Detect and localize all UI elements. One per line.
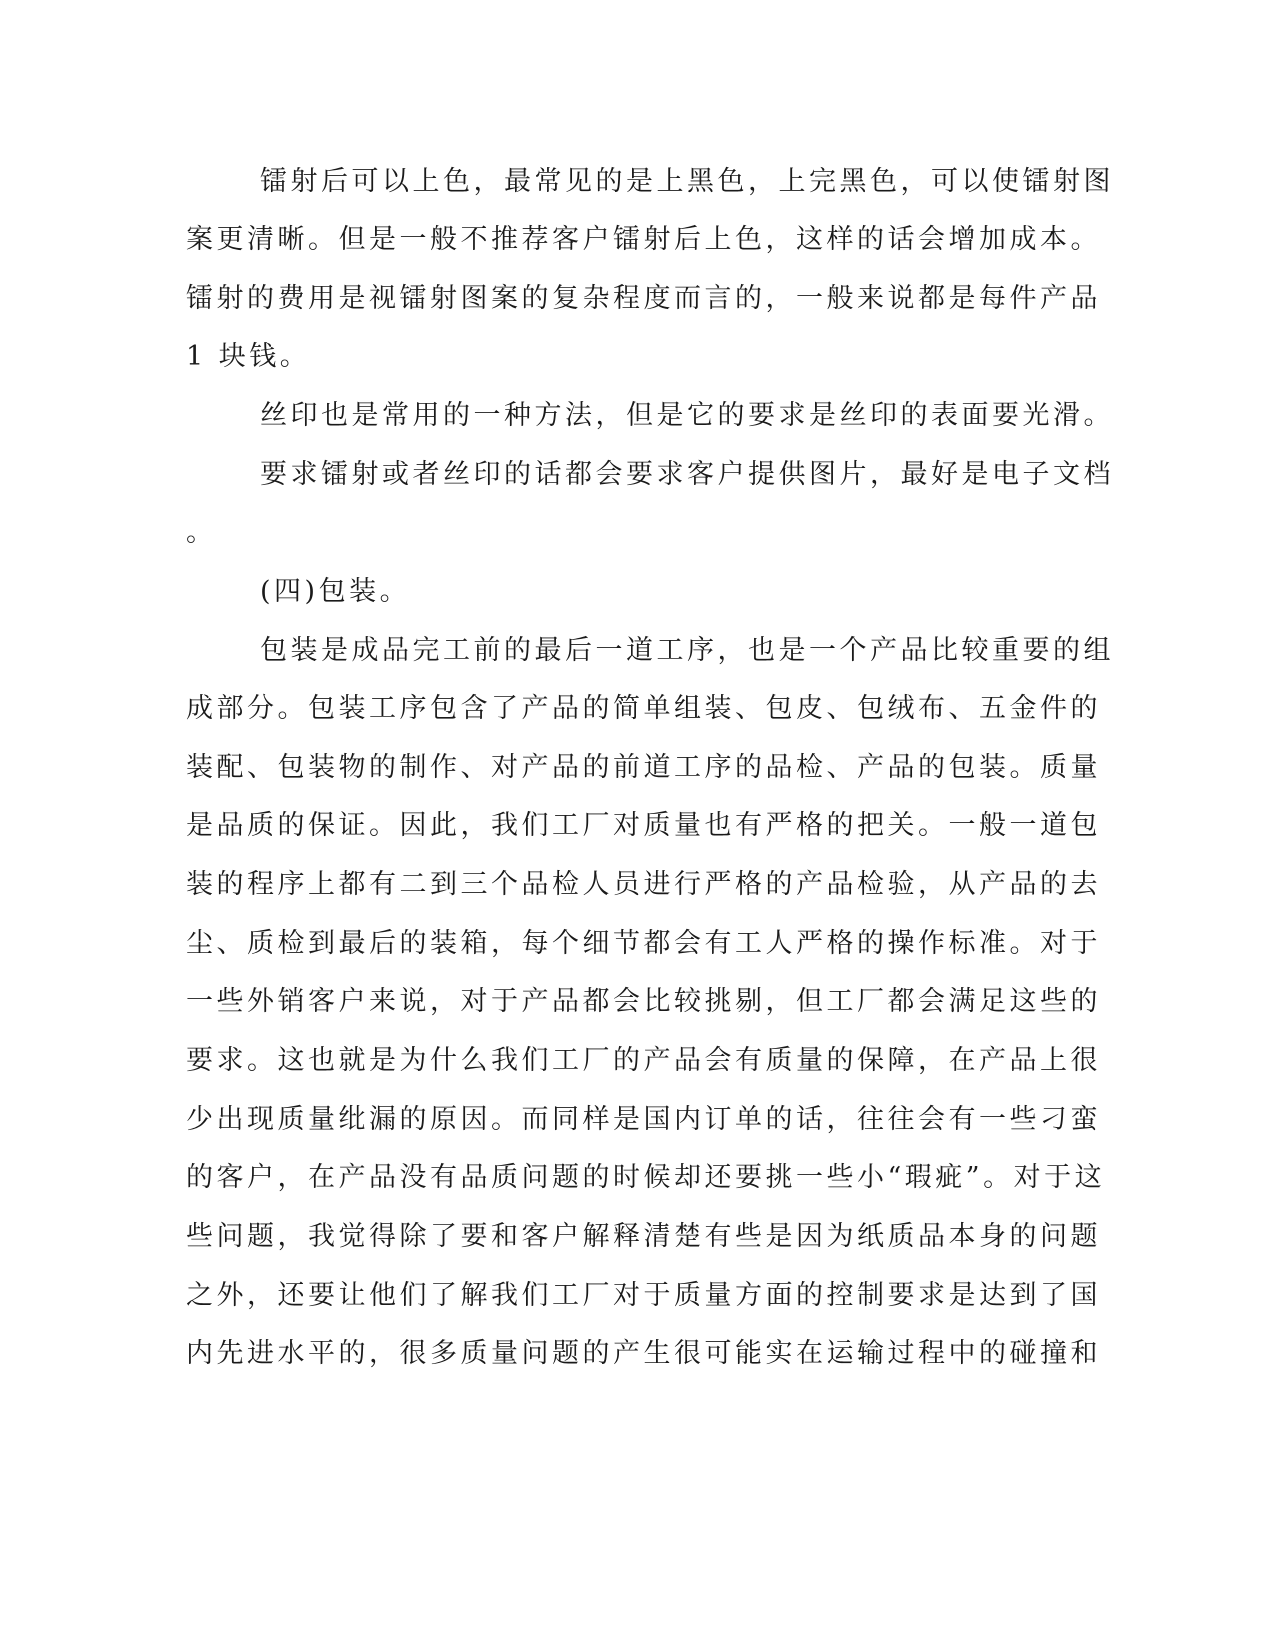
text-line: 1 块钱。 <box>186 341 311 372</box>
text-line: 包装是成品完工前的最后一道工序，也是一个产品比较重要的组 <box>260 635 1114 666</box>
text-line: 案更清晰。但是一般不推荐客户镭射后上色，这样的话会增加成本。 <box>186 224 1101 255</box>
text-line: 要求镭射或者丝印的话都会要求客户提供图片，最好是电子文档 <box>260 459 1114 490</box>
text-line: 。 <box>186 517 217 548</box>
text-line: 是品质的保证。因此，我们工厂对质量也有严格的把关。一般一道包 <box>186 810 1101 841</box>
text-line: 少出现质量纰漏的原因。而同样是国内订单的话，往往会有一些刁蛮 <box>186 1104 1101 1135</box>
text-line: 丝印也是常用的一种方法，但是它的要求是丝印的表面要光滑。 <box>260 400 1114 431</box>
text-line: 装配、包装物的制作、对产品的前道工序的品检、产品的包装。质量 <box>186 752 1101 783</box>
text-line: 内先进水平的，很多质量问题的产生很可能实在运输过程中的碰撞和 <box>186 1338 1101 1369</box>
text-line: 成部分。包装工序包含了产品的简单组装、包皮、包绒布、五金件的 <box>186 693 1101 724</box>
text-line: 镭射的费用是视镭射图案的复杂程度而言的，一般来说都是每件产品 <box>186 283 1101 314</box>
text-line: 些问题，我觉得除了要和客户解释清楚有些是因为纸质品本身的问题 <box>186 1221 1101 1252</box>
text-line: 要求。这也就是为什么我们工厂的产品会有质量的保障，在产品上很 <box>186 1045 1101 1076</box>
text-line: 之外，还要让他们了解我们工厂对于质量方面的控制要求是达到了国 <box>186 1280 1101 1311</box>
text-line: 装的程序上都有二到三个品检人员进行严格的产品检验，从产品的去 <box>186 869 1101 900</box>
text-line: 一些外销客户来说，对于产品都会比较挑剔，但工厂都会满足这些的 <box>186 986 1101 1017</box>
text-line: 尘、质检到最后的装箱，每个细节都会有工人严格的操作标准。对于 <box>186 928 1101 959</box>
section-heading: (四)包装。 <box>260 576 411 607</box>
text-line: 的客户，在产品没有品质问题的时候却还要挑一些小“瑕疵”。对于这 <box>186 1162 1106 1193</box>
text-line: 镭射后可以上色，最常见的是上黑色，上完黑色，可以使镭射图 <box>260 166 1114 197</box>
